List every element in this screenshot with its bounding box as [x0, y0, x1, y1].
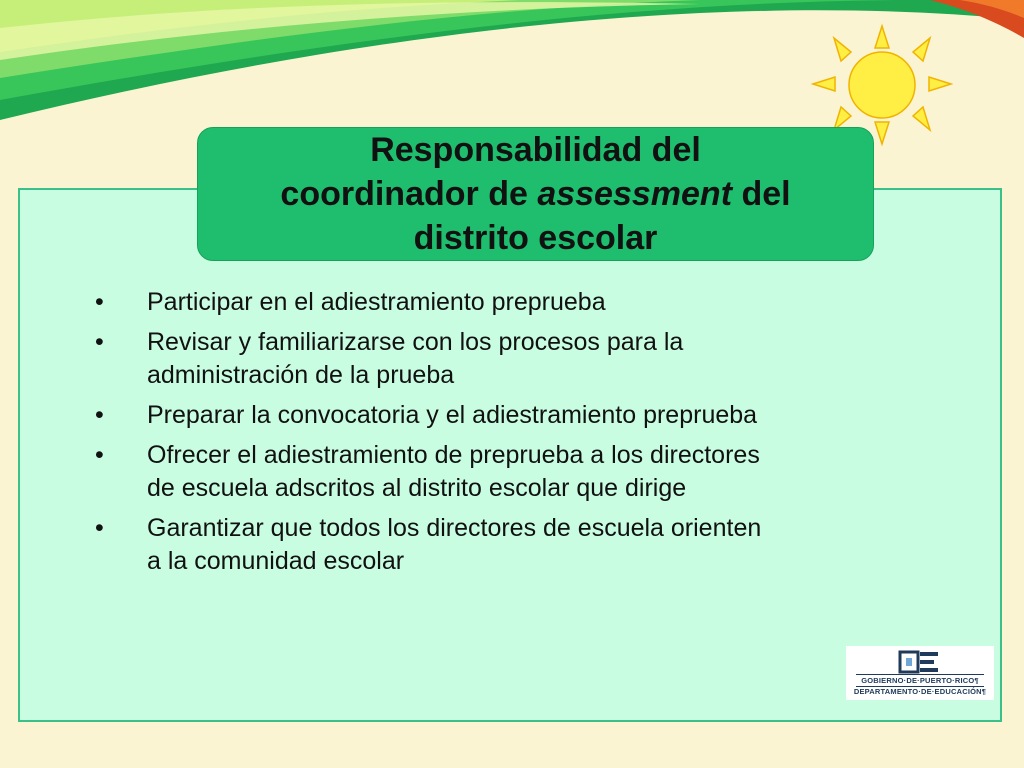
title-italic-word: assessment — [537, 175, 733, 213]
title-line-3: distrito escolar — [413, 219, 658, 257]
slide-title — [197, 127, 874, 261]
bullet-item — [95, 512, 935, 578]
logo-divider — [856, 674, 984, 675]
department-logo — [846, 646, 994, 700]
logo-text-line-1: GOBIERNO·DE·PUERTO·RICO¶ — [861, 676, 979, 685]
logo-text-line-2: DEPARTAMENTO·DE·EDUCACIÓN¶ — [853, 687, 987, 696]
bullet-marker: • — [95, 514, 104, 542]
bullet-marker: • — [95, 441, 104, 469]
bullet-text-line: Preparar la convocatoria y el adiestramiento preprueba — [147, 401, 758, 429]
bullet-text-line: Revisar y familiarizarse con los procesos para la — [147, 328, 684, 356]
title-line-2-start: coordinador de — [280, 175, 538, 213]
bullet-text-line: a la comunidad escolar — [147, 547, 405, 575]
bullet-item — [95, 439, 935, 505]
bullet-marker: • — [95, 288, 104, 316]
bullet-item — [95, 399, 935, 432]
bullet-marker: • — [95, 401, 104, 429]
bullet-marker: • — [95, 328, 104, 356]
title-line-1: Responsabilidad del — [370, 131, 701, 169]
bullet-text-line: de escuela adscritos al distrito escolar que dirige — [147, 474, 687, 502]
bullet-item — [95, 286, 935, 319]
bullet-text-line: Participar en el adiestramiento preprueba — [147, 288, 606, 316]
bullet-item — [95, 326, 935, 392]
title-line-2 — [280, 172, 790, 216]
bullet-text-line: Garantizar que todos los directores de escuela orienten — [147, 514, 762, 542]
bullet-text-line: administración de la prueba — [147, 361, 455, 389]
title-line-2-end: del — [732, 175, 791, 213]
de-logo-mark-icon — [898, 650, 942, 674]
bullet-text-line: Ofrecer el adiestramiento de preprueba a los directores — [147, 441, 760, 469]
bullet-list — [95, 286, 935, 585]
